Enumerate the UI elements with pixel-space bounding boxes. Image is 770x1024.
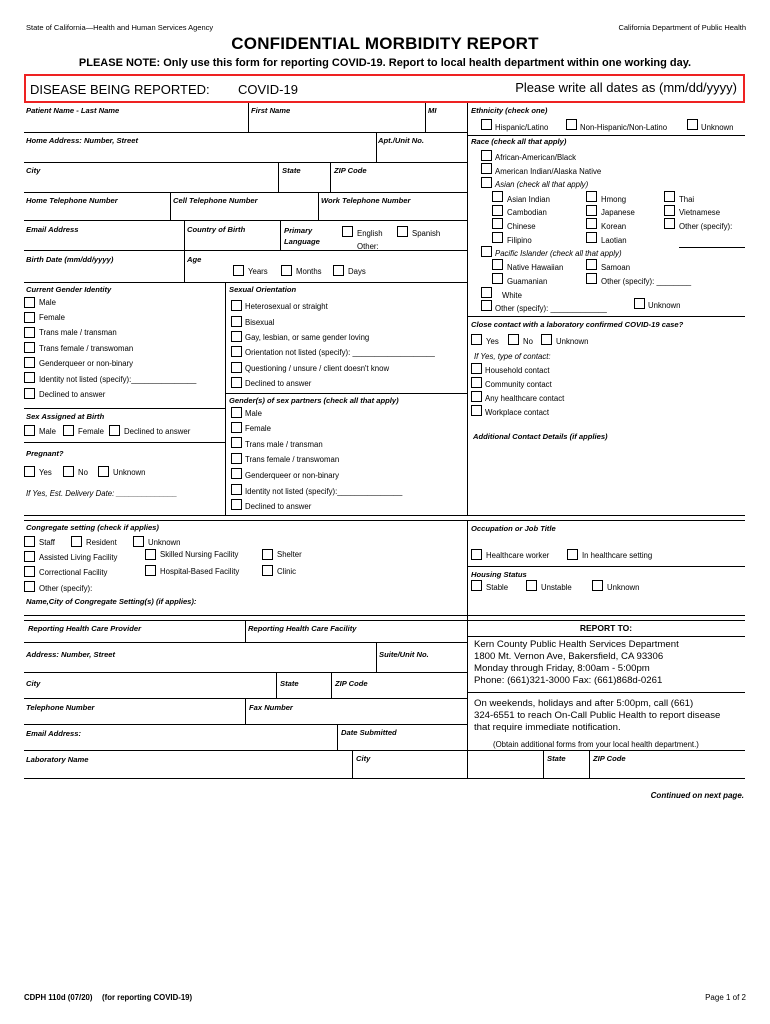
ethnicity-unknown-checkbox[interactable] (687, 119, 698, 130)
orientation-declined-label: Declined to answer (245, 379, 312, 388)
partners-declined-checkbox[interactable] (231, 499, 242, 510)
mi-label: MI (428, 106, 437, 115)
pregnant-label: Pregnant? (26, 449, 64, 458)
race-unknown-label: Unknown (648, 301, 681, 310)
partners-notlisted-checkbox[interactable] (231, 484, 242, 495)
guamanian-checkbox[interactable] (492, 273, 503, 284)
months-label: Months (296, 267, 322, 276)
hawaiian-label: Native Hawaiian (507, 263, 564, 272)
provider-city-label: City (26, 679, 41, 688)
thai-checkbox[interactable] (664, 191, 675, 202)
spanish-checkbox[interactable] (397, 226, 408, 237)
contact-healthcare-label: Any healthcare contact (485, 394, 565, 403)
chinese-label: Chinese (507, 222, 536, 231)
sex-female-checkbox[interactable] (63, 425, 74, 436)
housing-unstable-label: Unstable (541, 583, 572, 592)
work-phone-label: Work Telephone Number (321, 196, 411, 205)
contact-household-label: Household contact (485, 366, 550, 375)
home-address-label: Home Address: Number, Street (26, 136, 138, 145)
ethnicity-nonhispanic-checkbox[interactable] (566, 119, 577, 130)
congregate-label: Congregate setting (check if applies) (26, 523, 159, 532)
report-to-label: REPORT TO: (579, 623, 633, 633)
years-checkbox[interactable] (233, 265, 244, 276)
healthcare-setting-label: In healthcare setting (582, 551, 653, 560)
facility-label: Reporting Health Care Facility (248, 624, 357, 633)
assisted-living-label: Assisted Living Facility (39, 553, 118, 562)
japanese-label: Japanese (601, 208, 635, 217)
gender-transfemale-checkbox[interactable] (24, 342, 35, 353)
orientation-notlisted-checkbox[interactable] (231, 346, 242, 357)
contact-no-label: No (523, 337, 533, 346)
partners-transmale-label: Trans male / transman (245, 440, 323, 449)
contact-yes-checkbox[interactable] (471, 334, 482, 345)
congregate-other-checkbox[interactable] (24, 581, 35, 592)
partners-male-label: Male (245, 409, 262, 418)
occupation-label: Occupation or Job Title (471, 524, 556, 533)
sex-male-checkbox[interactable] (24, 425, 35, 436)
race-black-label: African-American/Black (495, 153, 577, 162)
english-label: English (357, 229, 383, 238)
partners-nonbinary-checkbox[interactable] (231, 468, 242, 479)
orientation-declined-checkbox[interactable] (231, 377, 242, 388)
days-checkbox[interactable] (333, 265, 344, 276)
contact-community-checkbox[interactable] (471, 377, 482, 388)
pregnant-unknown-checkbox[interactable] (98, 466, 109, 477)
state-label: State (282, 166, 301, 175)
partners-transmale-checkbox[interactable] (231, 437, 242, 448)
ethnicity-label: Ethnicity (check one) (471, 106, 548, 115)
country-birth-label: Country of Birth (187, 225, 246, 234)
orientation-questioning-label: Questioning / unsure / client doesn't know (245, 364, 390, 373)
hospital-based-label: Hospital-Based Facility (160, 567, 240, 576)
congregate-staff-label: Staff (39, 538, 55, 547)
report-to-address: 1800 Mt. Vernon Ave, Bakersfield, CA 93306 (474, 651, 664, 662)
gender-declined-label: Declined to answer (39, 390, 106, 399)
lab-state-label: State (547, 754, 566, 763)
skilled-nursing-checkbox[interactable] (145, 549, 156, 560)
pacific-other-checkbox[interactable] (586, 273, 597, 284)
congregate-resident-label: Resident (86, 538, 117, 547)
race-asian-label: Asian (check all that apply) (495, 180, 589, 189)
orientation-notlisted-label: Orientation not listed (specify): ___________________ (245, 348, 435, 357)
email-label: Email Address (26, 225, 79, 234)
gender-transmale-label: Trans male / transman (39, 328, 117, 337)
pregnant-yes-label: Yes (39, 468, 52, 477)
provider-address-label: Address: Number, Street (26, 650, 116, 659)
gender-transfemale-label: Trans female / transwoman (39, 344, 134, 353)
pregnant-no-label: No (78, 468, 88, 477)
housing-stable-checkbox[interactable] (471, 580, 482, 591)
congregate-staff-checkbox[interactable] (24, 536, 35, 547)
filipino-checkbox[interactable] (492, 232, 503, 243)
pacific-other-label: Other (specify): ________ (601, 277, 692, 286)
samoan-checkbox[interactable] (586, 259, 597, 270)
orientation-label: Sexual Orientation (229, 285, 297, 294)
birth-date-label: Birth Date (mm/dd/yyyy) (26, 255, 114, 264)
housing-unknown-checkbox[interactable] (592, 580, 603, 591)
cambodian-label: Cambodian (507, 208, 547, 217)
disease-value: COVID-19 (238, 82, 298, 97)
days-label: Days (348, 267, 366, 276)
language-other-label: Other: (357, 242, 379, 251)
gender-declined-checkbox[interactable] (24, 388, 35, 399)
partners-declined-label: Declined to answer (245, 502, 312, 511)
close-contact-label: Close contact with a laboratory confirmed COVID-19 case? (471, 320, 684, 329)
gender-female-label: Female (39, 313, 65, 322)
congregate-unknown-label: Unknown (148, 538, 181, 547)
orientation-gay-checkbox[interactable] (231, 331, 242, 342)
race-native-label: American Indian/Alaska Native (495, 167, 602, 176)
primary-language-label: Primary Language (284, 226, 320, 246)
weekend-line-2: 324-6551 to reach On-Call Public Health to report disease (474, 710, 721, 721)
lab-city-label: City (356, 754, 371, 763)
contact-workplace-checkbox[interactable] (471, 405, 482, 416)
partners-female-label: Female (245, 424, 271, 433)
contact-healthcare-checkbox[interactable] (471, 391, 482, 402)
gender-notlisted-checkbox[interactable] (24, 372, 35, 383)
race-other-checkbox[interactable] (481, 300, 492, 311)
provider-email-label: Email Address: (26, 729, 82, 738)
pregnant-no-checkbox[interactable] (63, 466, 74, 477)
samoan-label: Samoan (601, 263, 631, 272)
vietnamese-checkbox[interactable] (664, 205, 675, 216)
asian-indian-checkbox[interactable] (492, 191, 503, 202)
form-id: CDPH 110d (07/20) (24, 993, 93, 1002)
date-submitted-label: Date Submitted (341, 728, 397, 737)
first-name-label: First Name (251, 106, 291, 115)
asian-other-checkbox[interactable] (664, 218, 675, 229)
race-asian-checkbox[interactable] (481, 177, 492, 188)
hmong-label: Hmong (601, 195, 627, 204)
months-checkbox[interactable] (281, 265, 292, 276)
ethnicity-nonhispanic-label: Non-Hispanic/Non-Latino (580, 123, 668, 132)
form-title: CONFIDENTIAL MORBIDITY REPORT (231, 34, 539, 53)
provider-phone-label: Telephone Number (26, 703, 95, 712)
shelter-checkbox[interactable] (262, 549, 273, 560)
contact-yes-label: Yes (486, 337, 499, 346)
agency-right: California Department of Public Health (618, 23, 746, 32)
housing-stable-label: Stable (486, 583, 509, 592)
healthcare-worker-checkbox[interactable] (471, 549, 482, 560)
report-to-dept: Kern County Public Health Services Department (474, 639, 679, 650)
contact-type-label: If Yes, type of contact: (474, 352, 551, 361)
clinic-label: Clinic (277, 567, 297, 576)
congregate-name-label: Name,City of Congregate Setting(s) (if applies): (26, 597, 197, 606)
partners-nonbinary-label: Genderqueer or non-binary (245, 471, 340, 480)
orientation-bisexual-checkbox[interactable] (231, 316, 242, 327)
asian-other-label: Other (specify): (679, 222, 733, 231)
vietnamese-label: Vietnamese (679, 208, 721, 217)
ethnicity-unknown-label: Unknown (701, 123, 734, 132)
correctional-label: Correctional Facility (39, 568, 108, 577)
orientation-straight-checkbox[interactable] (231, 300, 242, 311)
provider-fax-label: Fax Number (249, 703, 293, 712)
city-label: City (26, 166, 41, 175)
lab-zip-label: ZIP Code (593, 754, 626, 763)
japanese-checkbox[interactable] (586, 205, 597, 216)
congregate-unknown-checkbox[interactable] (133, 536, 144, 547)
sex-birth-label: Sex Assigned at Birth (26, 412, 105, 421)
cambodian-checkbox[interactable] (492, 205, 503, 216)
filipino-label: Filipino (507, 236, 532, 245)
gender-label: Current Gender Identity (26, 285, 112, 294)
provider-suite-label: Suite/Unit No. (379, 650, 429, 659)
healthcare-worker-label: Healthcare worker (486, 551, 550, 560)
gender-notlisted-label: Identity not listed (specify):_______________ (39, 375, 197, 384)
contact-no-checkbox[interactable] (508, 334, 519, 345)
congregate-other-label: Other (specify): (39, 584, 93, 593)
provider-zip-label: ZIP Code (335, 679, 368, 688)
ethnicity-hispanic-checkbox[interactable] (481, 119, 492, 130)
hawaiian-checkbox[interactable] (492, 259, 503, 270)
shelter-label: Shelter (277, 550, 302, 559)
weekend-line-3: that require immediate notification. (474, 722, 621, 733)
gender-male-checkbox[interactable] (24, 297, 35, 308)
additional-contact-label: Additional Contact Details (if applies) (473, 432, 608, 441)
race-black-checkbox[interactable] (481, 150, 492, 161)
orientation-straight-label: Heterosexual or straight (245, 302, 328, 311)
orientation-bisexual-label: Bisexual (245, 318, 275, 327)
sex-female-label: Female (78, 427, 104, 436)
skilled-nursing-label: Skilled Nursing Facility (160, 550, 239, 559)
cell-phone-label: Cell Telephone Number (173, 196, 258, 205)
last-name-label: Patient Name - Last Name (26, 106, 120, 115)
report-to-phone: Phone: (661)321-3000 Fax: (661)868d-0261 (474, 675, 663, 686)
thai-label: Thai (679, 195, 695, 204)
race-white-label: White (502, 291, 522, 300)
race-pacific-label: Pacific Islander (check all that apply) (495, 249, 622, 258)
partners-label: Gender(s) of sex partners (check all that apply) (229, 396, 399, 405)
contact-unknown-label: Unknown (556, 337, 589, 346)
orientation-questioning-checkbox[interactable] (231, 362, 242, 373)
provider-state-label: State (280, 679, 299, 688)
race-unknown-checkbox[interactable] (634, 298, 645, 309)
partners-male-checkbox[interactable] (231, 407, 242, 418)
form-note: PLEASE NOTE: Only use this form for reporting COVID-19. Report to local health department within one working day. (78, 57, 692, 69)
assisted-living-checkbox[interactable] (24, 551, 35, 562)
race-pacific-checkbox[interactable] (481, 246, 492, 257)
english-checkbox[interactable] (342, 226, 353, 237)
weekend-line-1: On weekends, holidays and after 5:00pm, call (661) (474, 698, 694, 709)
asian-indian-label: Asian Indian (507, 195, 550, 204)
obtain-forms-note: (Obtain additional forms from your local health department.) (493, 740, 699, 749)
agency-left: State of California—Health and Human Services Agency (26, 23, 214, 32)
laotian-checkbox[interactable] (586, 232, 597, 243)
page-number: Page 1 of 2 (705, 993, 746, 1002)
gender-nonbinary-checkbox[interactable] (24, 357, 35, 368)
housing-unknown-label: Unknown (607, 583, 640, 592)
correctional-checkbox[interactable] (24, 566, 35, 577)
apt-label: Apt./Unit No. (378, 136, 424, 145)
contact-unknown-checkbox[interactable] (541, 334, 552, 345)
gender-transmale-checkbox[interactable] (24, 327, 35, 338)
contact-community-label: Community contact (485, 380, 552, 389)
race-native-checkbox[interactable] (481, 163, 492, 174)
sex-declined-label: Declined to answer (124, 427, 191, 436)
gender-female-checkbox[interactable] (24, 312, 35, 323)
spanish-label: Spanish (412, 229, 441, 238)
congregate-resident-checkbox[interactable] (71, 536, 82, 547)
partners-transfemale-checkbox[interactable] (231, 453, 242, 464)
date-hint: Please write all dates as (mm/dd/yyyy) (515, 80, 737, 95)
delivery-date-label: If Yes, Est. Delivery Date: ______________ (26, 489, 178, 498)
korean-checkbox[interactable] (586, 218, 597, 229)
report-to-hours: Monday through Friday, 8:00am - 5:00pm (474, 663, 650, 674)
clinic-checkbox[interactable] (262, 565, 273, 576)
gender-nonbinary-label: Genderqueer or non-binary (39, 359, 134, 368)
housing-unstable-checkbox[interactable] (526, 580, 537, 591)
lab-name-label: Laboratory Name (26, 755, 89, 764)
race-other-label: Other (specify): _____________ (495, 304, 607, 313)
healthcare-setting-checkbox[interactable] (567, 549, 578, 560)
provider-label: Reporting Health Care Provider (28, 624, 142, 633)
race-white-checkbox[interactable] (481, 287, 492, 298)
pregnant-yes-checkbox[interactable] (24, 466, 35, 477)
contact-workplace-label: Workplace contact (485, 408, 549, 417)
guamanian-label: Guamanian (507, 277, 548, 286)
pregnant-unknown-label: Unknown (113, 468, 146, 477)
laotian-label: Laotian (601, 236, 627, 245)
sex-male-label: Male (39, 427, 56, 436)
orientation-gay-label: Gay, lesbian, or same gender loving (245, 333, 370, 342)
gender-male-label: Male (39, 298, 56, 307)
years-label: Years (248, 267, 268, 276)
race-label: Race (check all that apply) (471, 137, 567, 146)
form-desc: (for reporting COVID-19) (102, 993, 193, 1002)
partners-notlisted-label: Identity not listed (specify):_______________ (245, 487, 403, 496)
chinese-checkbox[interactable] (492, 218, 503, 229)
contact-household-checkbox[interactable] (471, 363, 482, 374)
continued-note: Continued on next page. (650, 791, 744, 800)
korean-label: Korean (601, 222, 627, 231)
home-phone-label: Home Telephone Number (26, 196, 118, 205)
housing-label: Housing Status (471, 570, 527, 579)
partners-transfemale-label: Trans female / transwoman (245, 455, 340, 464)
age-label: Age (187, 255, 202, 264)
partners-female-checkbox[interactable] (231, 422, 242, 433)
ethnicity-hispanic-label: Hispanic/Latino (495, 123, 549, 132)
sex-declined-checkbox[interactable] (109, 425, 120, 436)
zip-label: ZIP Code (334, 166, 367, 175)
disease-label: DISEASE BEING REPORTED: (30, 82, 210, 97)
hospital-based-checkbox[interactable] (145, 565, 156, 576)
hmong-checkbox[interactable] (586, 191, 597, 202)
